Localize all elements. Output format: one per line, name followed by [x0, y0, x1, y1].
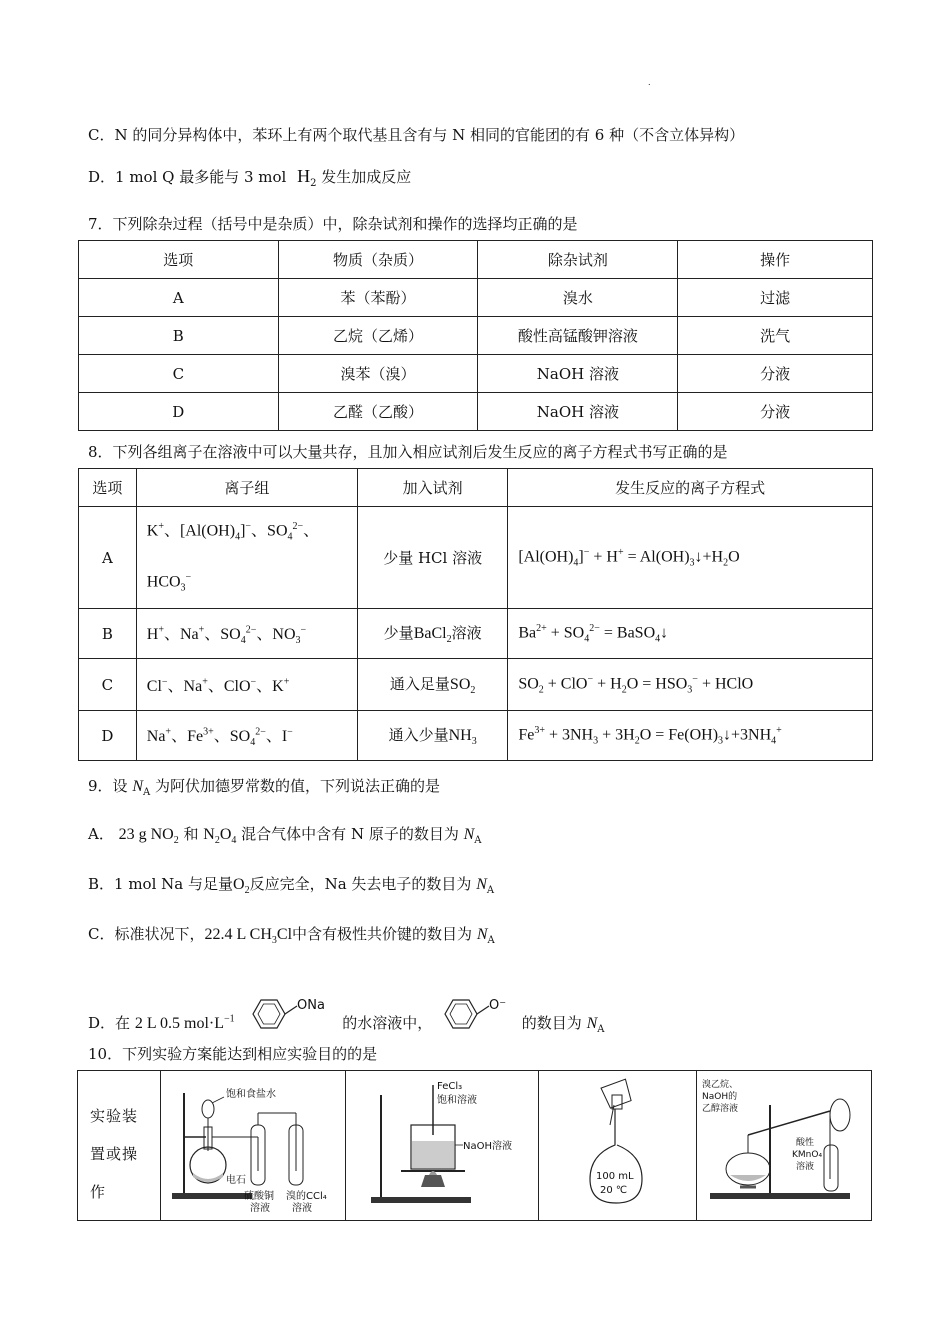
q9-option-d: D．在 2 L 0.5 $mol\cdot L^{-1}$ ONa 的水溶液中， O⁻ 的数目为 $N_A$ [88, 994, 604, 1035]
fig4-label-1: 溴乙烷、 [702, 1080, 739, 1090]
fig4-label-2: NaOH的 [702, 1092, 738, 1102]
q9-stem: 9．设 $N_A$ 为阿伏加德罗常数的值，下列说法正确的是 [88, 777, 441, 798]
fig4-label-3: 乙醇溶液 [702, 1104, 739, 1114]
phenoxide-ion-structure [437, 994, 517, 1034]
colloid-apparatus-figure [351, 1075, 536, 1217]
table-row: B 乙烷（乙烯） 酸性高锰酸钾溶液 洗气 [79, 317, 873, 355]
table-row: A 苯（苯酚） 溴水 过滤 [79, 279, 873, 317]
page-mark: . [648, 78, 651, 87]
volumetric-flask-figure [540, 1075, 695, 1217]
q10-stem: 10．下列实验方案能达到相应实验目的的是 [88, 1045, 378, 1063]
q6-option-c: C．N 的同分异构体中，苯环上有两个取代基且含有与 N 相同的官能团的有 6 种（不含立体异构） [88, 126, 745, 144]
table-row: C Cl−、Na+、ClO−、K+ 通入足量$SO_2$ $SO_2 + ClO^- + H_2O = HSO_3^-$ + HClO [79, 659, 873, 711]
table-row: D Na+、$Fe^{3+}$、$SO_4^{2-}$、I− 通入少量$NH_3$ $Fe^{3+} + 3NH_3 + 3H_2O$ = $Fe(OH)_3↓+3NH_4^+$ [79, 711, 873, 761]
fig2-label-fecl3: FeCl₃ [437, 1081, 463, 1092]
fig2-label-saturated: 饱和溶液 [437, 1095, 477, 1106]
table-row: A K+、$[Al(OH)_4]^-$、$SO_4^{2-}$、 $HCO_3^-$ 少量 HCl 溶液 $[Al(OH)_4]^- + H^+$ = $Al(OH)_3↓+H_2O$ [79, 507, 873, 609]
q9-option-a: A． 23 g $NO_2$ 和 $N_2O_4$ 混合气体中含有 N 原子的数目为 $N_A$ [88, 825, 482, 847]
fig1-label-cuso4-2: 溶液 [250, 1203, 270, 1214]
svg-text:O⁻: O⁻ [488, 998, 507, 1013]
fig3-label-volume: 100 mL [596, 1171, 634, 1182]
elimination-apparatus-figure [700, 1075, 870, 1217]
fig3-label-temp: 20 ℃ [600, 1185, 628, 1196]
q8-table [78, 468, 873, 761]
q9-option-c: C．标准状况下，22.4 L $CH_3Cl$中含有极性共价键的数目为 $N_A$ [88, 925, 495, 947]
fig1-label-br-ccl4-1: 溴的CCl₄ [286, 1191, 327, 1202]
q7-table [78, 240, 873, 431]
acetylene-apparatus-figure [166, 1075, 341, 1217]
table-row: B H+、Na+、$SO_4^{2-}$、$NO_3^-$ 少量BaCl$_2$溶液 $Ba^{2+} + SO_4^{2-}$ = BaSO$_4$↓ [79, 609, 873, 659]
fig2-label-naoh: NaOH溶液 [463, 1141, 512, 1152]
q8-stem: 8．下列各组离子在溶液中可以大量共存，且加入相应试剂后发生反应的离子方程式书写正确的是 [88, 443, 728, 461]
table-row: 选项 物质（杂质） 除杂试剂 操作 [79, 241, 873, 279]
q10-row-label: 实验装置或操作 [90, 1107, 139, 1201]
table-row: C 溴苯（溴） NaOH 溶液 分液 [79, 355, 873, 393]
svg-text:ONa: ONa [297, 998, 326, 1013]
table-row: 选项 离子组 加入试剂 发生反应的离子方程式 [79, 469, 873, 507]
fig1-label-brine: 饱和食盐水 [226, 1089, 276, 1100]
q9-option-b: B．1 mol Na 与足量$O_2$反应完全，Na 失去电子的数目为 $N_A$ [88, 875, 495, 897]
table-row: D 乙醛（乙酸） NaOH 溶液 分液 [79, 393, 873, 431]
fig4-label-6: 溶液 [796, 1162, 815, 1172]
q10-table [77, 1070, 872, 1221]
fig4-label-5: KMnO₄ [792, 1150, 823, 1160]
q6-option-d: D．1 mol Q 最多能与 3 mol $H_2$ 发生加成反应 [88, 166, 412, 189]
fig1-label-cuso4-1: 硫酸铜 [244, 1191, 274, 1202]
sodium-phenoxide-structure [245, 994, 337, 1034]
fig1-label-br-ccl4-2: 溶液 [292, 1203, 312, 1214]
q7-stem: 7．下列除杂过程（括号中是杂质）中，除杂试剂和操作的选择均正确的是 [88, 215, 578, 233]
fig4-label-4: 酸性 [796, 1138, 815, 1148]
fig1-label-carbide: 电石 [226, 1175, 246, 1186]
